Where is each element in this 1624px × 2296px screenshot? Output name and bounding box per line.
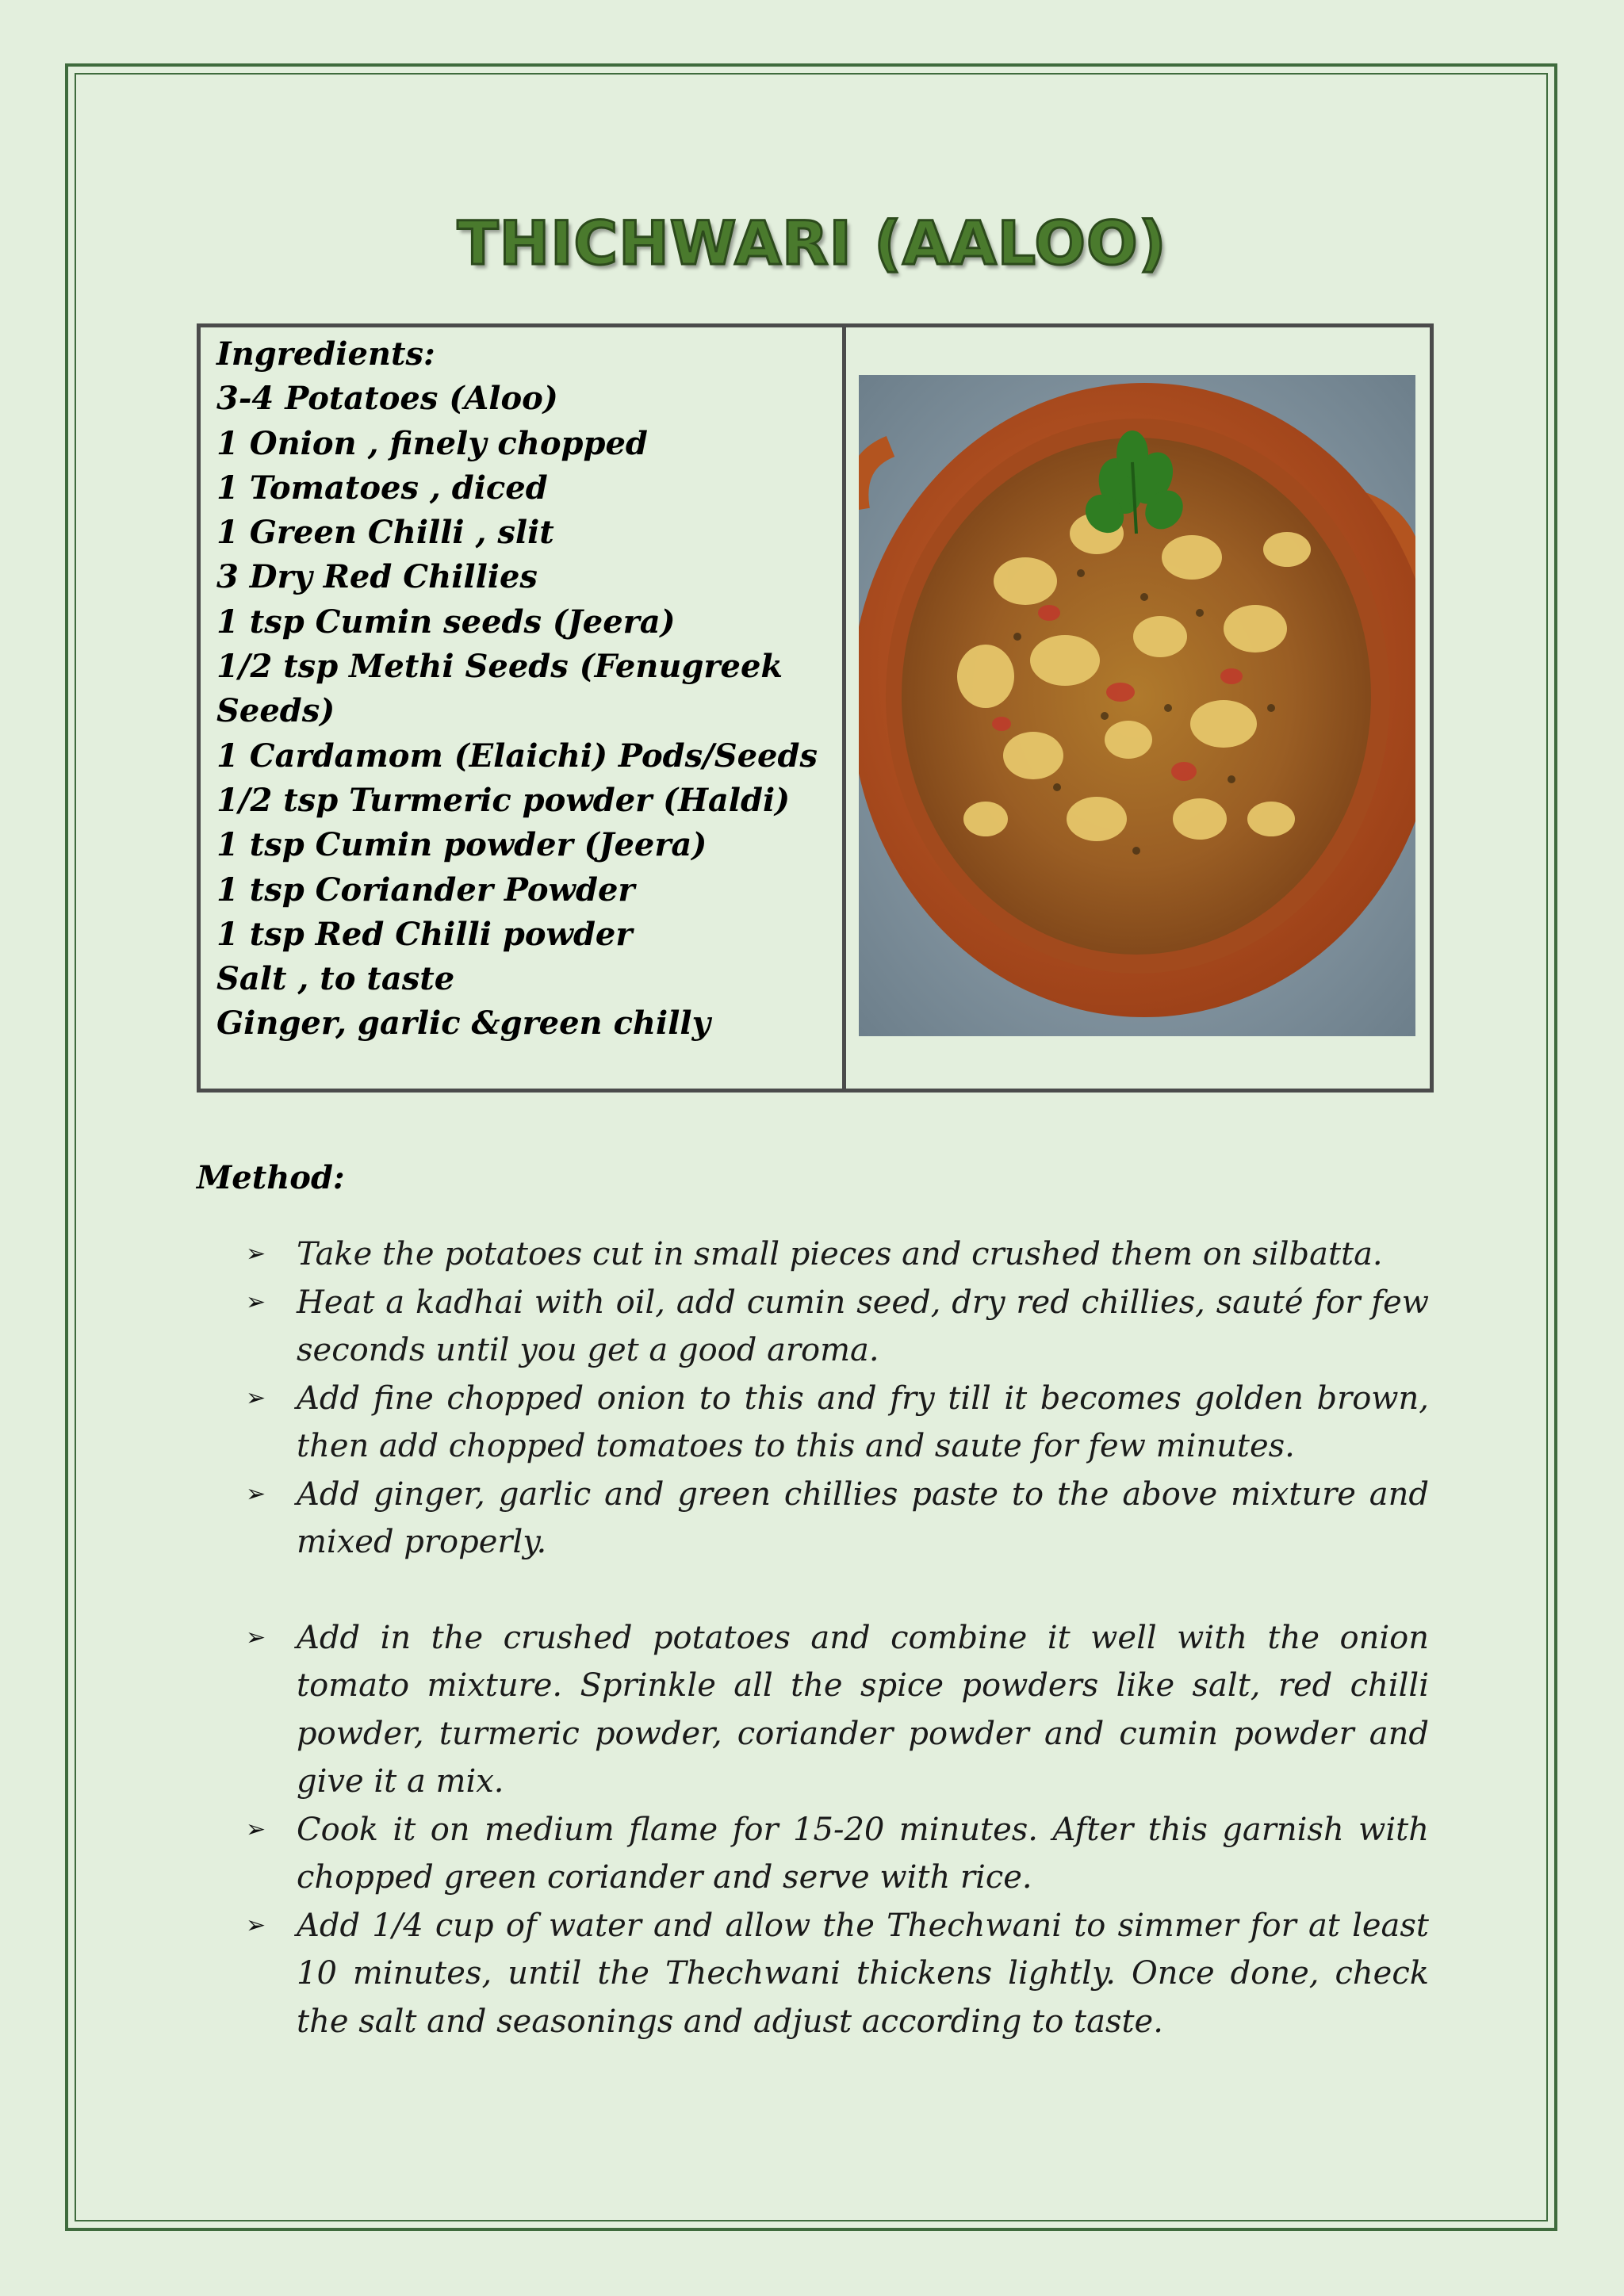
ingredient-item: 1 Cardamom (Elaichi) Pods/Seeds <box>216 737 818 775</box>
ingredient-item: 1 Onion , finely chopped <box>216 424 648 462</box>
arrow-bullet-icon: ➢ <box>246 1240 266 1268</box>
method-step-text: Add in the crushed potatoes and combine it well with the onion tomato mixture. Sprinkle all the spice powders like salt, red chilli powder, turmeric powder, coriander powder and cumin powder and give it a mix. <box>297 1619 1429 1800</box>
method-heading: Method: <box>197 1159 345 1196</box>
method-step-text: Add fine chopped onion to this and fry till it becomes golden brown, then add chopped tomatoes to this and saute for few minutes. <box>297 1380 1429 1464</box>
dish-photo <box>859 375 1415 1036</box>
ingredient-list <box>216 377 834 1046</box>
ingredient-item: 1 Tomatoes , diced <box>216 469 548 507</box>
arrow-bullet-icon: ➢ <box>246 1479 266 1508</box>
method-step <box>243 1230 1429 1279</box>
ingredients-table <box>197 323 1434 1093</box>
arrow-bullet-icon: ➢ <box>246 1815 266 1843</box>
dish-photo-image <box>859 375 1415 1036</box>
ingredient-item: Seeds) <box>216 692 335 730</box>
arrow-bullet-icon: ➢ <box>246 1288 266 1316</box>
method-step <box>243 1806 1429 1902</box>
ingredient-item: 3 Dry Red Chillies <box>216 558 538 596</box>
ingredient-item: 1 tsp Red Chilli powder <box>216 915 633 953</box>
method-step <box>243 1375 1429 1471</box>
arrow-bullet-icon: ➢ <box>246 1383 266 1412</box>
ingredient-item: 1/2 tsp Methi Seeds (Fenugreek <box>216 648 783 686</box>
method-step <box>243 1279 1429 1375</box>
method-step-text: Add 1/4 cup of water and allow the Thechwani to simmer for at least 10 minutes, until the Thechwani thickens lightly. Once done, check the salt and seasonings and adjust according to taste. <box>297 1907 1429 2040</box>
method-step-text: Take the potatoes cut in small pieces and crushed them on silbatta. <box>297 1236 1383 1272</box>
recipe-title: THICHWARI (AALOO) <box>457 208 1167 278</box>
arrow-bullet-icon: ➢ <box>246 1623 266 1651</box>
ingredient-item: 1 tsp Cumin powder (Jeera) <box>216 826 707 864</box>
method-step-text: Cook it on medium flame for 15-20 minutes. After this garnish with chopped green coriander and serve with rice. <box>297 1811 1429 1896</box>
ingredient-item: 1/2 tsp Turmeric powder (Haldi) <box>216 781 791 819</box>
method-step <box>243 1471 1429 1567</box>
ingredients-heading: Ingredients: <box>216 335 435 373</box>
method-steps <box>243 1230 1429 2045</box>
ingredient-item: 1 Green Chilli , slit <box>216 514 554 552</box>
method-step <box>243 1614 1429 1806</box>
ingredient-item: 1 tsp Cumin seeds (Jeera) <box>216 603 676 641</box>
ingredient-item: Ginger, garlic &green chilly <box>216 1004 710 1043</box>
ingredients-cell <box>201 327 846 1089</box>
method-step <box>243 1902 1429 2046</box>
ingredient-item: 1 tsp Coriander Powder <box>216 871 635 909</box>
ingredient-item: 3-4 Potatoes (Aloo) <box>216 380 558 418</box>
ingredient-item: Salt , to taste <box>216 960 455 998</box>
photo-cell <box>846 327 1430 1089</box>
arrow-bullet-icon: ➢ <box>246 1911 266 1939</box>
method-step-text: Add ginger, garlic and green chillies paste to the above mixture and mixed properly. <box>297 1475 1429 1560</box>
method-step-text: Heat a kadhai with oil, add cumin seed, dry red chillies, sauté for few seconds until you get a good aroma. <box>297 1284 1429 1368</box>
